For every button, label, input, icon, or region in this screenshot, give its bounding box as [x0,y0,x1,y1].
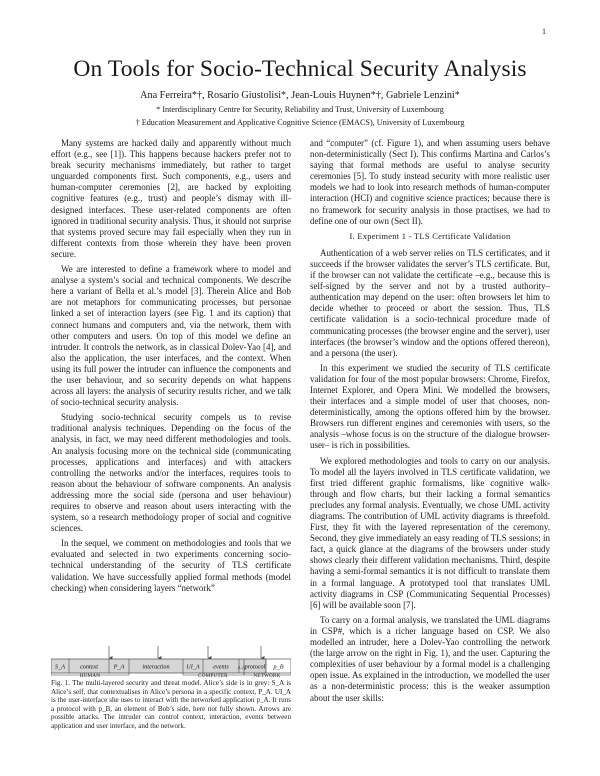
threat-model-diagram [51,582,291,677]
group-label-computer: COMPUTER [198,674,228,679]
authors: Ana Ferreira*†, Rosario Giustolisi*, Jean-Louis Huynen*†, Gabriele Lenzini* [140,90,460,101]
cell-protocol: protocol [244,663,266,671]
paragraph: We are interested to define a framework where to model and analyse a system’s social and technical components. We describe here a variant of Bella et al.’s model [3]. Therein Alice and Bob are not metaphors for communicating processes, but personae linked a set of interaction layers (see Fig. 1 and its caption) that connect humans and computers and, via the network, them with other computers and users. On top of this model we define an intruder. It controls the network, as in classical Dolev-Yao [4], and also the application, the user interfaces, and the context. When using its full power the intruder can influence the components and the user behaviour, and so security depends on what happens across all layers: the analysis of security results richer, and we talk of socio-technical security analysis. [51,264,291,408]
paragraph: We explored methodologies and tools to carry on our analysis. To model all the layers involved in TLS certificate validation, we first tried different graphic formalisms, like cognitive walk-through and flow charts, but their lacking a formal semantics precludes any formal analysis. Eventually, we chose UML activity diagrams. The contribution of UML activity diagrams is threefold. First, they fit with the layered representation of the ceremony. Second, they give immediately an easy reading of TLS sessions; in fact, a quick glance at the diagrams of the browsers under study shows clearly their different validation mechanisms. Third, despite having a semi-formal semantics it is not difficult to translate them in a formal language. A prototyped tool that translates UML activity diagrams in CSP (Communicating Sequential Processes) [6] will be available soon [7]. [310,455,550,610]
group-label-human: HUMAN [79,674,101,679]
figure-caption: Fig. 1. The multi-layered security and threat model. Alice’s side is in grey: S_A is Alice’s self, that contextualises in Alice’s persona in a specific context, P_A. UI_A is the user-interface she uses to interact with the networked application p_A. It runs a protocol with p_B, an element of Bob’s side, here not fully shown. Arrows are possible attacks. The intruder can control context, interaction, events between application and user interface, and the network. [51,679,291,730]
cell-app-alice: p_A [238,664,245,670]
group-label-network: NETWORK [253,674,281,679]
paragraph: In this experiment we studied the security of TLS certificate validation for four of the most popular browsers: Chrome, Firefox, Internet Explorer, and Opera Mini. We modelled the browsers, their interfaces and a simple model of user that chooses, non-deterministically, among the options offered him by the browser. Browsers run different engines and ceremonies with users, so the analysis –whose focus is on the structure of the dialogue browser-user– is rich in possibilities. [310,362,550,451]
paragraph: Many systems are hacked daily and apparently without much effort (e.g., see [1]). This happens because hackers prefer not to break security mechanisms immediately, but rather to target unguarded components first. Such components, e.g., users and human-computer ceremonies [2], are hacked by exploiting cognitive features (e.g., trust) and people’s dismay with ill-designed interfaces. These user-related components are often ignored in traditional security analysis. Thus, it should not surprise that systems proved secure may fail especially when they run in different contexts from those wherein they have been proven secure. [51,138,291,259]
figure-1 [51,582,291,682]
paragraph: and “computer” (cf. Figure 1), and when assuming users behave non-deterministically (Sect I). This confirms Martina and Carlos’s saying that formal methods are useful to analyse security ceremonies [5]. To study instead security with more realistic user models we had to look into research methods of human-computer interaction (HCI) and cognitive science practices; because there is no framework for security analysis in those practises, we had to define one of our own (Sect II). [310,138,550,226]
cell-context: context [80,663,98,671]
paper-title: On Tools for Socio-Technical Security Analysis [73,56,527,82]
cell-app-bob: p_B [273,663,284,671]
paragraph: To carry on a formal analysis, we translated the UML diagrams in CSP#, which is a richer language based on CSP. We also modelled an intruder, here a Dolev-Yao controlling the network (the large arrow on the right in Fig. 1), and the user. Capturing the complexities of user behaviour by a formal model is a challenging open issue. As explained in the introduction, we modelled the user as a non-deterministic process: this is the weaker assumption about the user skills: [310,614,550,703]
cell-ui-alice: UI_A [186,663,200,671]
cell-persona-alice: P_A [113,663,125,671]
right-column [310,138,550,708]
affiliation-1: * Interdisciplinary Centre for Security, Reliability and Trust, University of Luxembourg [156,105,444,114]
cell-self-alice: S_A [55,663,65,671]
paragraph: In the sequel, we comment on methodologies and tools that we evaluated and selected in two experiments concerning socio-technical understanding of the security of TLS certificate validation. We have successfully applied formal methods (model checking) when considering layers “network” [51,538,291,593]
section-heading: I. Experiment 1 - TLS Certificate Validation [349,231,511,241]
cell-interaction: interaction [142,663,170,671]
paragraph: Studying socio-technical security compels us to revise traditional analysis techniques. Depending on the focus of the analysis, in fact, we may need different methodologies and tools. An analysis focusing more on the technical side (communicating processes, applications and interfaces) and with attackers controlling the networks and/or the interfaces, requires tools to reason about the behaviour of software components. An analysis addressing more the social side (persona and user behaviour) requires to observe and reason about users interacting with the system, so a research methodology proper of social and cognitive sciences. [51,412,291,534]
affiliation-2: † Education Measurement and Applicative Cognitive Science (EMACS), University of Luxembourg [135,118,465,127]
cell-events: events [213,663,229,671]
attack-arrows [109,646,261,658]
page-number: 1 [542,27,546,36]
paragraph: Authentication of a web server relies on TLS certificates, and it succeeds if the browser validates the server’s TLS certificate. But, if the browser can not validate the certificate –e.g., because this is self-signed by the server and not by a trusted authority– authentication may depend on the user: often browsers let him to decide whether to proceed or abort the session. Thus, TLS certificate validation is a socio-technical procedure made of communicating processes (the browser engine and the server), user interfaces (the browser’s window and the options offered thereon), and a persona (the user). [310,247,550,358]
left-column [51,138,291,598]
